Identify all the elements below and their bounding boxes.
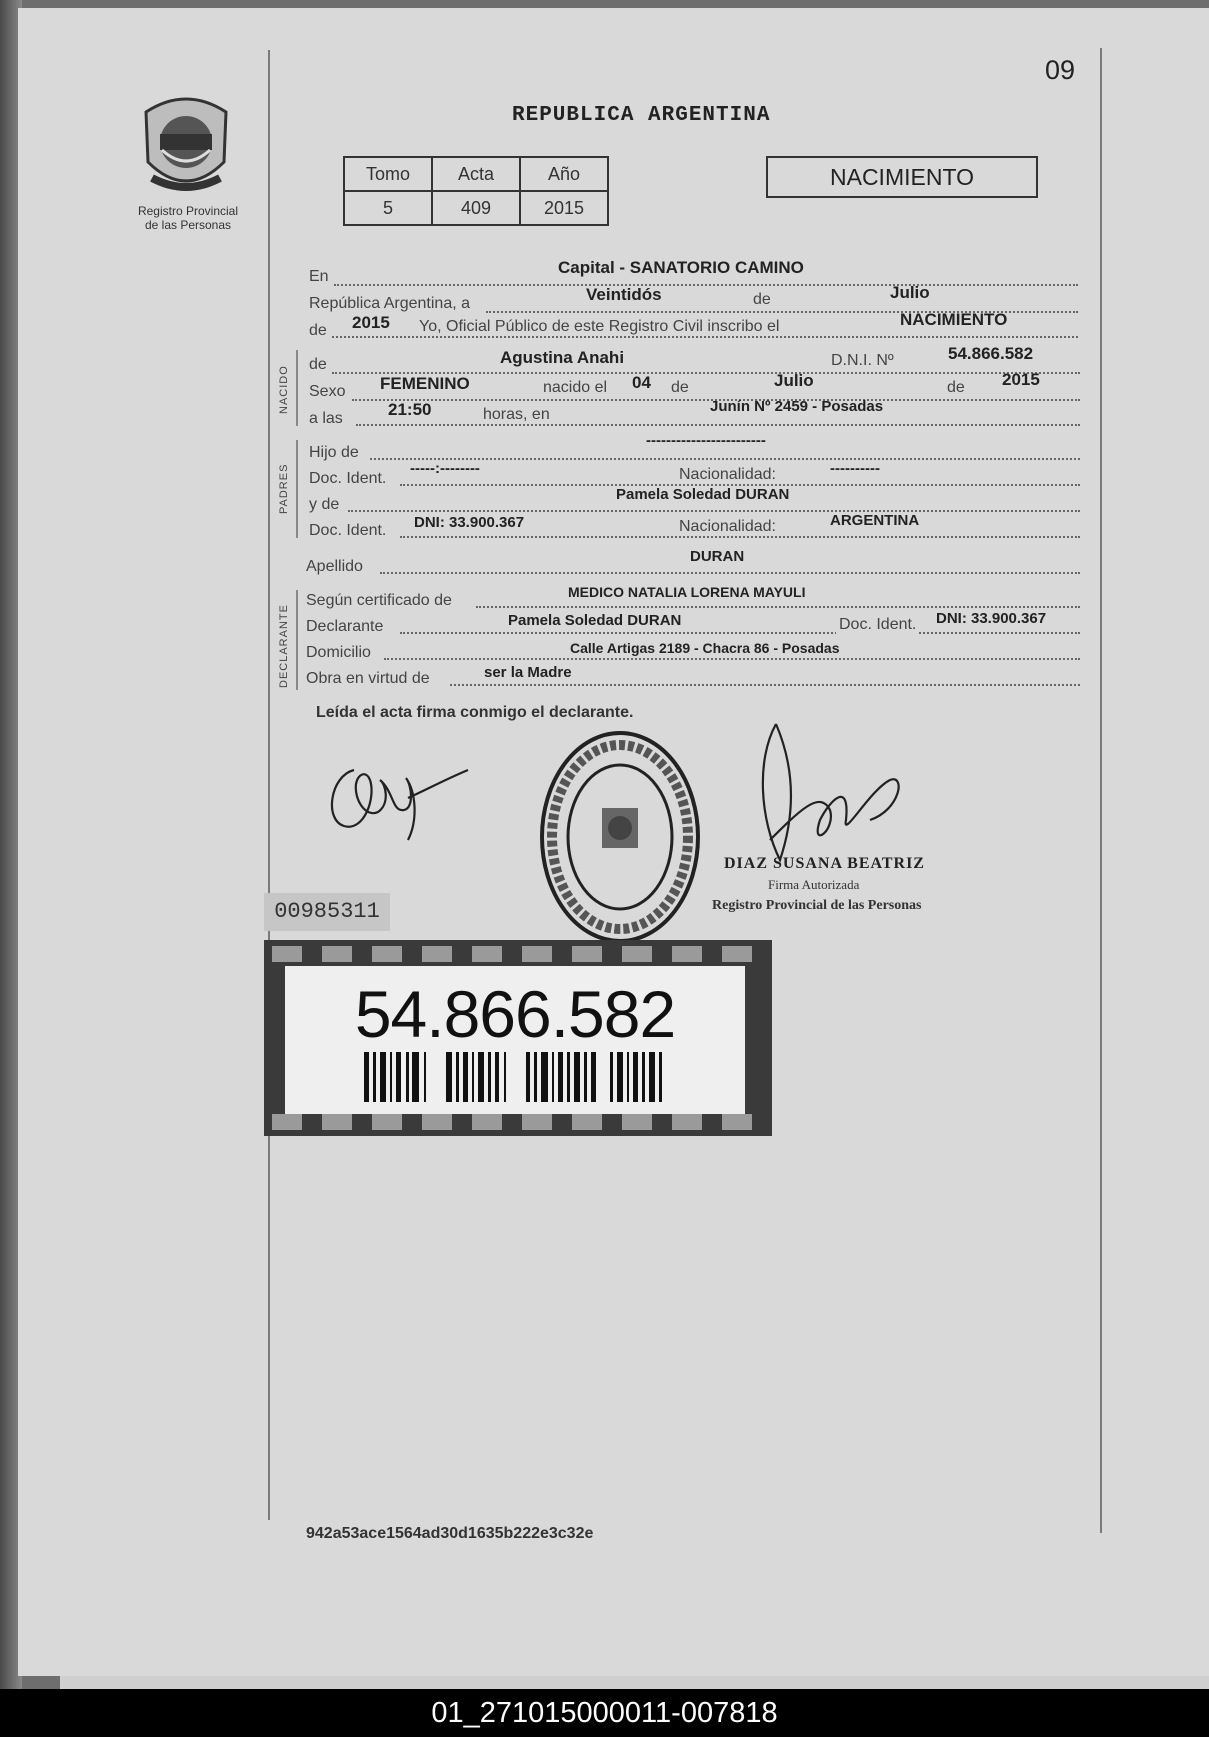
section-bar-padres bbox=[296, 440, 298, 538]
label-doc-ident-declarante: Doc. Ident. bbox=[836, 616, 919, 634]
label-de-anio-nac: de bbox=[944, 379, 968, 397]
value-mes-registro: Julio bbox=[890, 283, 930, 302]
value-madre-nac: ARGENTINA bbox=[830, 512, 920, 529]
document-hash: 942a53ace1564ad30d1635b222e3c32e bbox=[306, 1525, 594, 1542]
label-en: En bbox=[309, 268, 329, 285]
declarant-signature bbox=[320, 740, 480, 855]
value-nombre: Agustina Anahi bbox=[500, 348, 625, 367]
value-apellido: DURAN bbox=[690, 548, 745, 565]
label-hijo-de: Hijo de bbox=[309, 444, 359, 461]
table-value-anio: 2015 bbox=[520, 191, 608, 225]
value-padre-nac: ---------- bbox=[830, 460, 880, 477]
value-hora: 21:50 bbox=[388, 400, 432, 419]
dotted-line bbox=[400, 632, 1080, 634]
page-number: 09 bbox=[1045, 55, 1076, 85]
label-yo: Yo, Oficial Público de este Registro Civil inscribo el bbox=[416, 318, 782, 336]
label-dni: D.N.I. Nº bbox=[828, 352, 897, 370]
dni-label-number: 54.866.582 bbox=[354, 977, 676, 1051]
value-madre: Pamela Soledad DURAN bbox=[616, 486, 790, 503]
table-header-tomo: Tomo bbox=[344, 157, 432, 191]
label-sexo: Sexo bbox=[309, 383, 346, 400]
right-margin-line bbox=[1100, 48, 1102, 1533]
table-header-anio: Año bbox=[520, 157, 608, 191]
value-declarante: Pamela Soledad DURAN bbox=[508, 612, 682, 629]
value-madre-doc: DNI: 33.900.367 bbox=[414, 514, 525, 531]
label-de-anio: de bbox=[309, 322, 327, 339]
value-dni: 54.866.582 bbox=[948, 344, 1034, 363]
left-margin-line bbox=[268, 50, 270, 1520]
value-certificado: MEDICO NATALIA LORENA MAYULI bbox=[568, 584, 806, 600]
label-nacionalidad-madre: Nacionalidad: bbox=[676, 518, 779, 536]
value-tipo: NACIMIENTO bbox=[900, 310, 1008, 329]
dotted-line bbox=[384, 658, 1080, 660]
side-label-padres: PADRES bbox=[278, 463, 290, 514]
table-value-tomo: 5 bbox=[344, 191, 432, 225]
label-de-nombre: de bbox=[309, 356, 327, 373]
label-doc-ident-madre: Doc. Ident. bbox=[309, 522, 387, 539]
dotted-line bbox=[450, 684, 1080, 686]
value-domicilio: Calle Artigas 2189 - Chacra 86 - Posadas bbox=[570, 640, 840, 656]
misiones-seal-logo bbox=[138, 92, 234, 207]
label-horas-en: horas, en bbox=[480, 406, 553, 424]
label-obra: Obra en virtud de bbox=[306, 670, 430, 687]
dotted-line bbox=[334, 284, 1078, 286]
value-dia-registro: Veintidós bbox=[586, 285, 662, 304]
record-type-box: NACIMIENTO bbox=[766, 156, 1038, 198]
value-lugar: Capital - SANATORIO CAMINO bbox=[558, 258, 804, 277]
value-padre-doc: -----:-------- bbox=[410, 460, 480, 477]
dotted-line bbox=[400, 536, 1080, 538]
closing-statement: Leída el acta firma conmigo el declarante. bbox=[316, 704, 634, 721]
barcode bbox=[364, 1052, 664, 1107]
side-label-nacido: NACIDO bbox=[278, 365, 290, 414]
value-padre: ------------------------ bbox=[646, 432, 766, 449]
record-table bbox=[343, 156, 609, 226]
label-apellido: Apellido bbox=[306, 558, 363, 575]
value-lugar-nac: Junín Nº 2459 - Posadas bbox=[710, 398, 884, 415]
label-declarante: Declarante bbox=[306, 618, 384, 635]
official-seal-stamp bbox=[538, 728, 702, 951]
label-nacido-el: nacido el bbox=[540, 379, 610, 397]
value-anio-nac: 2015 bbox=[1002, 370, 1040, 389]
table-value-acta: 409 bbox=[432, 191, 520, 225]
dotted-line bbox=[380, 572, 1080, 574]
side-label-declarante: DECLARANTE bbox=[278, 604, 290, 688]
logo-caption-line-2: de las Personas bbox=[144, 218, 232, 232]
logo-caption-line-1: Registro Provincial bbox=[137, 204, 239, 218]
signature-org: Registro Provincial de las Personas bbox=[712, 898, 922, 913]
section-bar-nacido bbox=[296, 350, 298, 426]
signature-name: DIAZ SUSANA BEATRIZ bbox=[724, 855, 925, 872]
value-anio-registro: 2015 bbox=[352, 313, 390, 332]
serial-number: 00985311 bbox=[264, 893, 390, 931]
table-header-acta: Acta bbox=[432, 157, 520, 191]
label-nacionalidad-padre: Nacionalidad: bbox=[676, 466, 779, 484]
value-mes-nac: Julio bbox=[774, 371, 814, 390]
value-dia-nac: 04 bbox=[632, 373, 651, 392]
value-obra: ser la Madre bbox=[484, 664, 572, 681]
dotted-line bbox=[348, 510, 1080, 512]
value-sexo: FEMENINO bbox=[380, 374, 470, 393]
label-de-mes: de bbox=[750, 291, 774, 309]
document-title: REPUBLICA ARGENTINA bbox=[512, 104, 771, 127]
label-doc-ident-padre: Doc. Ident. bbox=[309, 470, 387, 487]
value-declarante-doc: DNI: 33.900.367 bbox=[936, 610, 1047, 627]
label-republica: República Argentina, a bbox=[309, 295, 470, 312]
image-caption: 01_271015000011-007818 bbox=[0, 1689, 1209, 1737]
signature-role: Firma Autorizada bbox=[768, 877, 860, 892]
label-segun: Según certificado de bbox=[306, 592, 452, 609]
logo-caption bbox=[118, 204, 258, 232]
label-a-las: a las bbox=[309, 410, 343, 427]
dotted-line bbox=[476, 606, 1080, 608]
label-domicilio: Domicilio bbox=[306, 644, 371, 661]
label-de-mes-nac: de bbox=[668, 379, 692, 397]
section-bar-declarante bbox=[296, 590, 298, 690]
dotted-line bbox=[332, 336, 1078, 338]
dotted-line bbox=[356, 424, 1080, 426]
label-y-de: y de bbox=[309, 496, 340, 513]
